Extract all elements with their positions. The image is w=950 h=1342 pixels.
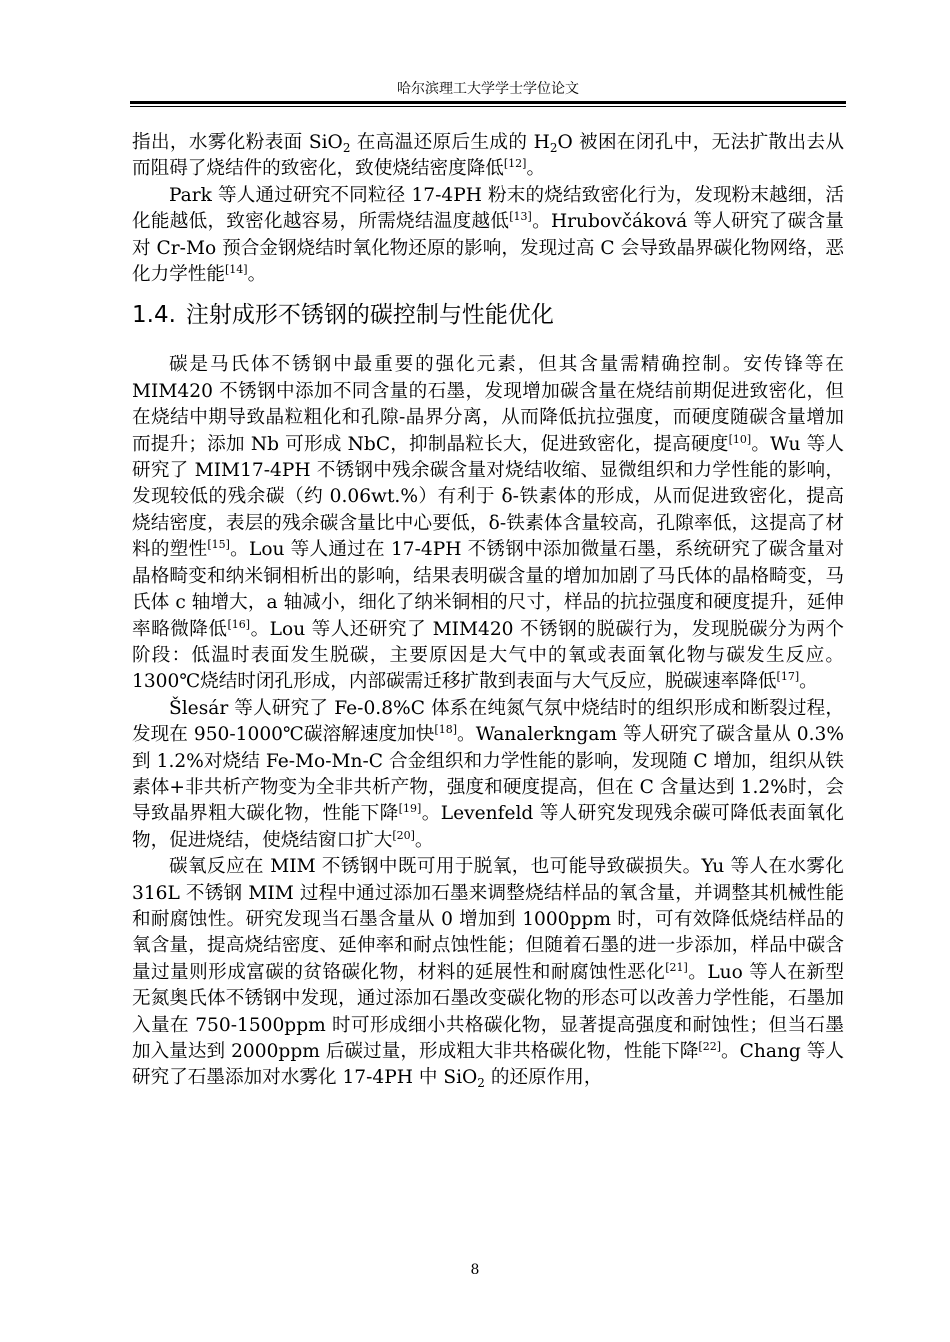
body-text	[132, 130, 844, 1092]
subscript: 2	[549, 141, 558, 155]
citation: [12]	[503, 157, 527, 171]
citation: [17]	[776, 670, 800, 684]
running-header: 哈尔滨理工大学学士学位论文	[397, 81, 579, 97]
header-rule-thick	[130, 101, 846, 104]
citation: [21]	[665, 960, 688, 974]
citation: [15]	[207, 538, 230, 552]
citation: [13]	[509, 210, 532, 224]
subscript: 2	[342, 141, 351, 155]
paragraph-1: 指出，水雾化粉表面 SiO$_2$ 在高温还原后生成的 $H_2O$ 被困在闭孔中，无法扩散出去从而阻碍了烧结件的致密化，致使烧结密度降低[12]。	[132, 132, 845, 180]
paragraph-5: 碳氧反应在 MIM 不锈钢中既可用于脱氧，也可能导致碳损失。Yu 等人在水雾化 316L 不锈钢 MIM 过程中通过添加石墨来调整烧结样品的氧含量，并调整其机械性能和耐腐蚀性。研究发现当石墨含量从 0 增加到 1000ppm 时，可有效降低烧结样品的氧含量，提高烧结密度、延伸率和耐点蚀性能；但随着石墨的进一步添加，样品中碳含量过量则形成富碳的贫铬碳化物，材料的延展性和耐腐蚀性恶化[21]。Luo 等人在新型无氮奥氏体不锈钢中发现，通过添加石墨改变碳化物的形态可以改善力学性能，石墨加入量在 750-1500ppm 时可形成细小共格碳化物，显著提高强度和耐蚀性；但当石墨加入量达到 2000ppm 后碳过量，形成粗大非共格碳化物，性能下降[22]。Chang 等人研究了石墨添加对水雾化 17-4PH 中 SiO$_2$ 的还原作用，	[132, 856, 845, 1091]
citation: [16]	[227, 617, 251, 631]
citation: [20]	[392, 828, 415, 842]
section-number: 1.4.	[132, 302, 176, 329]
section-title: 注射成形不锈钢的碳控制与性能优化	[185, 302, 554, 329]
header-rule-thin	[130, 106, 846, 107]
citation: [14]	[224, 263, 248, 277]
paragraph-2: Park 等人通过研究不同粒径 17-4PH 粉末的烧结致密化行为，发现粉末越细，活化能越低，致密化越容易，所需烧结温度越低[13]。Hrubovčáková 等人研究了碳含量对 Cr-Mo 预合金钢烧结时氧化物还原的影响，发现过高 C 会导致晶界碳化物网络，恶化力学性能[14]。	[132, 184, 844, 286]
page-number: 8	[470, 1262, 480, 1278]
citation: [19]	[398, 802, 422, 816]
paragraph-3: 碳是马氏体不锈钢中最重要的强化元素，但其含量需精确控制。安传锋等在 MIM420 不锈钢中添加不同含量的石墨，发现增加碳含量在烧结前期促进致密化，但在烧结中期导致晶粒粗化和孔隙-晶界分离，从而降低抗拉强度，而硬度随碳含量增加而提升；添加 Nb 可形成 NbC，抑制晶粒长大，促进致密化，提高硬度[10]。Wu 等人研究了 MIM17-4PH 不锈钢中残余碳含量对烧结收缩、显微组织和力学性能的影响，发现较低的残余碳（约 0.06wt.%）有利于 δ-铁素体的形成，从而促进致密化，提高烧结密度，表层的残余碳含量比中心要低，δ-铁素体含量较高，孔隙率低，这提高了材料的塑性[15]。Lou 等人通过在 17-4PH 不锈钢中添加微量石墨，系统研究了碳含量对晶格畸变和纳米铜相析出的影响，结果表明碳含量的增加加剧了马氏体的晶格畸变，马氏体 c 轴增大，a 轴减小，细化了纳米铜相的尺寸，样品的抗拉强度和硬度提升，延伸率略微降低[16]。Lou 等人还研究了 MIM420 不锈钢的脱碳行为，发现脱碳分为两个阶段：低温时表面发生脱碳，主要原因是大气中的氧或表面氧化物与碳发生反应。1300℃烧结时闭孔形成，内部碳需迁移扩散到表面与大气反应，脱碳速率降低[17]。	[132, 354, 844, 693]
section-heading	[132, 300, 844, 330]
citation: [10]	[728, 432, 752, 446]
citation: [18]	[434, 723, 457, 737]
citation: [22]	[698, 1040, 721, 1053]
paragraph-4: Šlesár 等人研究了 Fe-0.8%C 体系在纯氮气氛中烧结时的组织形成和断裂过程，发现在 950-1000℃碳溶解速度加快[18]。Wanalerkngam 等人研究了碳含量从 0.3%到 1.2%对烧结 Fe-Mo-Mn-C 合金组织和力学性能的影响，发现随 C 增加，组织从铁素体+非共析产物变为全非共析产物，强度和硬度提高，但在 C 含量达到 1.2%时，会导致晶界粗大碳化物，性能下降[19]。Levenfeld 等人研究发现残余碳可降低表面氧化物，促进烧结，使烧结窗口扩大[20]。	[132, 697, 844, 851]
subscript: 2	[477, 1076, 485, 1091]
